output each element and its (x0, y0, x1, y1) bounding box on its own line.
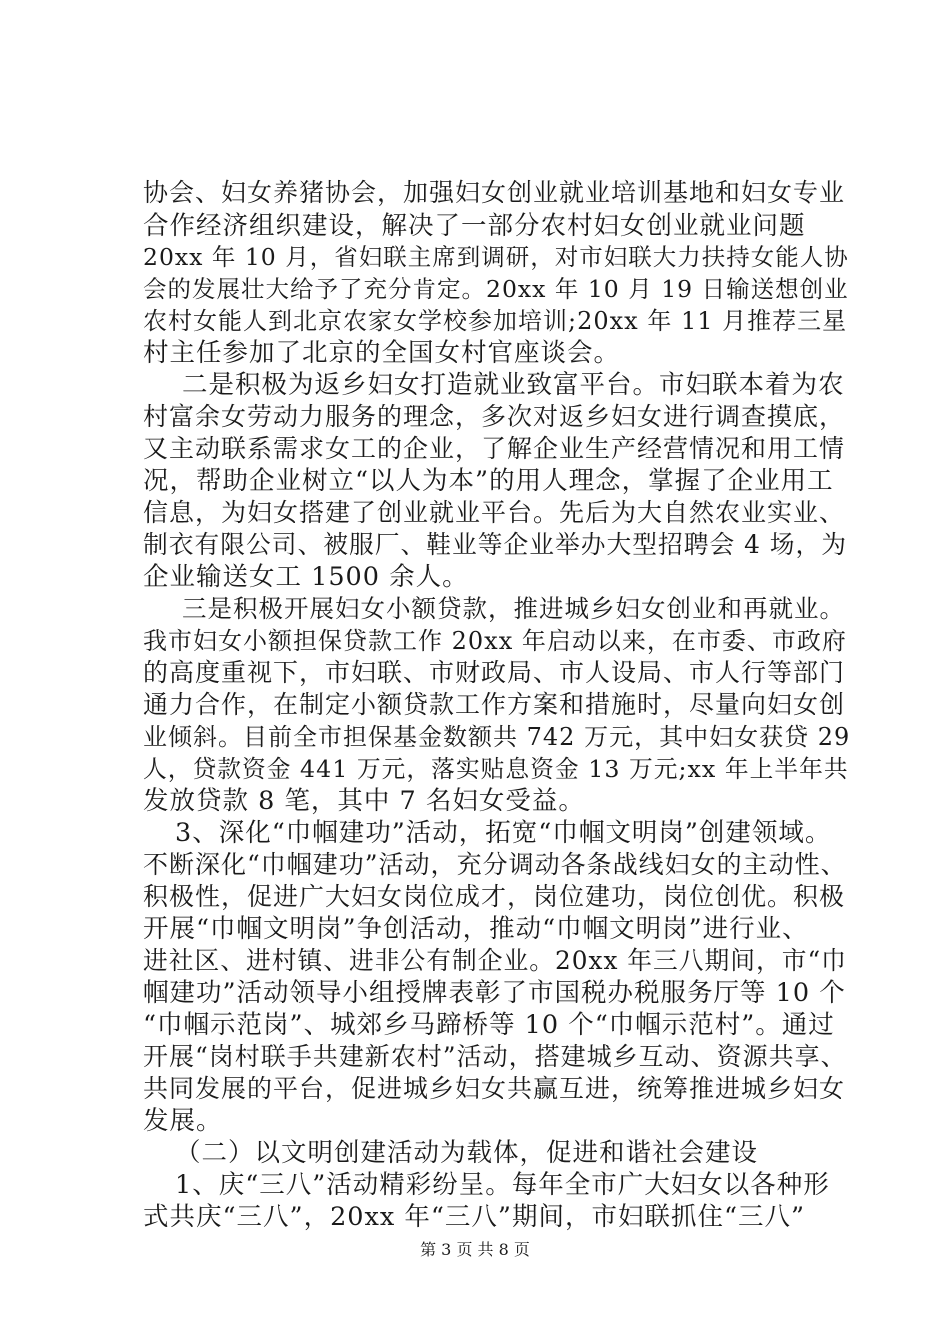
paragraph-start-line: 二是积极为返乡妇女打造就业致富平台。市妇联本着为农 (182, 370, 845, 400)
body-text-line: 积极性，促进广大妇女岗位成才，岗位建功，岗位创优。积极 (143, 882, 846, 911)
body-text-line: 又主动联系需求女工的企业，了解企业生产经营情况和用工情 (143, 434, 846, 463)
body-text-line: 业倾斜。目前全市担保基金数额共 742 万元，其中妇女获贷 29 (143, 723, 851, 751)
paragraph-start-line: 1、庆“三八”活动精彩纷呈。每年全市广大妇女以各种形 (175, 1170, 830, 1200)
body-text-line: 合作经济组织建设，解决了一部分农村妇女创业就业问题 (143, 211, 806, 241)
body-text-line: 村主任参加了北京的全国女村官座谈会。 (143, 338, 621, 368)
section-heading-line: （二）以文明创建活动为载体，促进和谐社会建设 (175, 1138, 759, 1168)
section-heading-line: 3、深化“巾帼建功”活动，拓宽“巾帼文明岗”创建领域。 (175, 818, 832, 848)
body-text-line: 我市妇女小额担保贷款工作 20xx 年启动以来，在市委、市政府 (143, 627, 847, 655)
body-text-line: 开展“岗村联手共建新农村”活动，搭建城乡互动、资源共享、 (143, 1042, 847, 1071)
body-text-line: 企业输送女工 1500 余人。 (143, 562, 469, 592)
body-text-line: 会的发展壮大给予了充分肯定。20xx 年 10 月 19 日输送想创业 (143, 275, 849, 303)
body-text-line: 进社区、进村镇、进非公有制企业。20xx 年三八期间，市“巾 (143, 946, 847, 975)
body-text-line: 信息，为妇女搭建了创业就业平台。先后为大自然农业实业、 (143, 498, 846, 527)
body-text-line: 况，帮助企业树立“以人为本”的用人理念，掌握了企业用工 (143, 466, 834, 496)
body-text-line: 式共庆“三八”，20xx 年“三八”期间，市妇联抓住“三八” (143, 1202, 806, 1232)
body-text-line: 村富余女劳动力服务的理念，多次对返乡妇女进行调查摸底， (143, 402, 846, 431)
body-text-line: 不断深化“巾帼建功”活动，充分调动各条战线妇女的主动性、 (143, 850, 847, 879)
body-text-line: 通力合作，在制定小额贷款工作方案和措施时，尽量向妇女创 (143, 690, 846, 719)
body-text-line: 帼建功”活动领导小组授牌表彰了市国税办税服务厅等 10 个 (143, 978, 846, 1008)
body-text-line: 开展“巾帼文明岗”争创活动，推动“巾帼文明岗”进行业、 (143, 914, 809, 944)
page-number-footer: 第 3 页 共 8 页 (420, 1240, 530, 1259)
body-text-line: 共同发展的平台，促进城乡妇女共赢互进，统筹推进城乡妇女 (143, 1074, 846, 1103)
body-text-line: 农村女能人到北京农家女学校参加培训;20xx 年 11 月推荐三星 (143, 307, 848, 335)
paragraph-start-line: 三是积极开展妇女小额贷款，推进城乡妇女创业和再就业。 (182, 594, 845, 623)
body-text-line: “巾帼示范岗”、城郊乡马蹄桥等 10 个“巾帼示范村”。通过 (143, 1010, 835, 1040)
body-text-line: 20xx 年 10 月，省妇联主席到调研，对市妇联大力扶持女能人协 (143, 243, 849, 271)
body-text-line: 人，贷款资金 441 万元，落实贴息资金 13 万元;xx 年上半年共 (143, 755, 849, 783)
body-text-line: 发放贷款 8 笔，其中 7 名妇女受益。 (143, 786, 585, 816)
body-text-line: 制衣有限公司、被服厂、鞋业等企业举办大型招聘会 4 场，为 (143, 530, 847, 559)
body-text-line: 发展。 (143, 1106, 223, 1136)
body-text-line: 的高度重视下，市妇联、市财政局、市人设局、市人行等部门 (143, 658, 846, 687)
body-text-line: 协会、妇女养猪协会，加强妇女创业就业培训基地和妇女专业 (143, 178, 846, 207)
